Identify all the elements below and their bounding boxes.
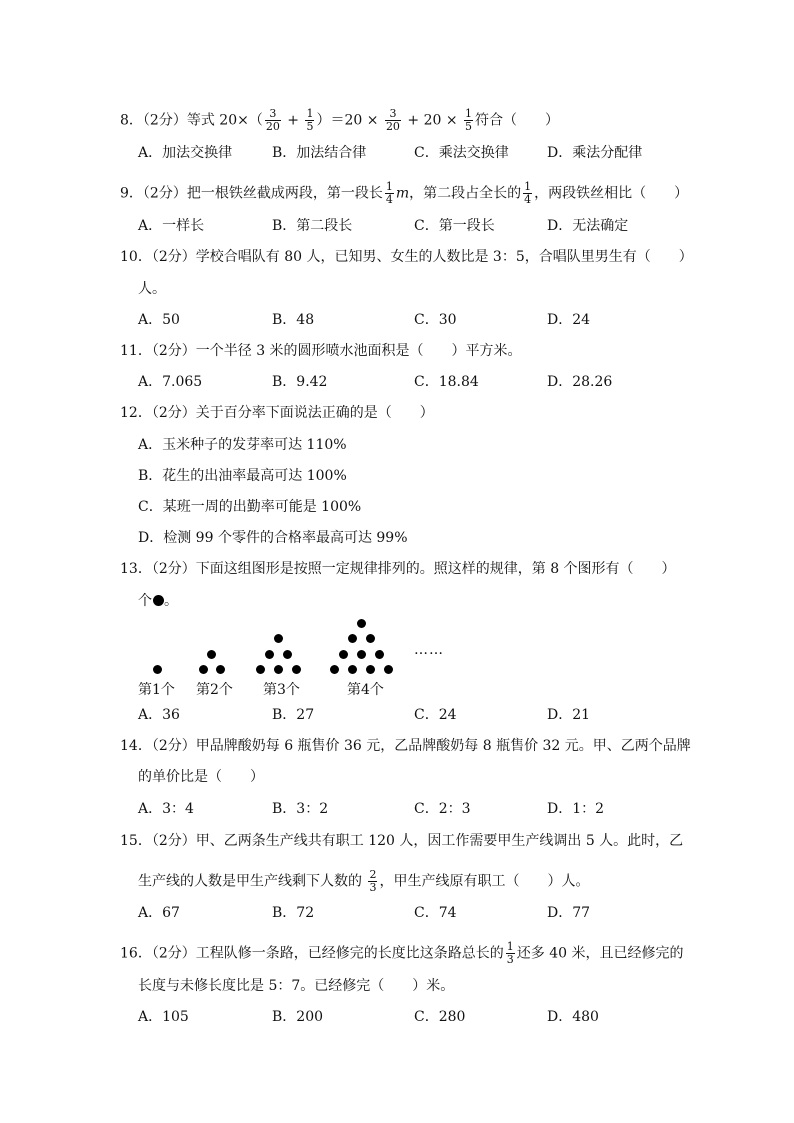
option-c[interactable]: C．280 [414,1009,466,1025]
option-a[interactable]: A．67 [138,905,180,921]
stem-text: 一个半径 3 米的圆形喷水池面积是（ ）平方米。 [195,343,522,359]
dot [283,650,292,659]
question-number: 12． [120,405,152,421]
fraction [385,108,401,133]
stem-text: 甲品牌酸奶每 6 瓶售价 36 元，乙品牌酸奶每 8 瓶售价 32 元。甲、乙两个品牌 [195,738,691,754]
option-d[interactable]: D．检测 99 个零件的合格率最高可达 99% [138,530,408,546]
stem-text: 个 [138,593,152,609]
option-b[interactable]: B．第二段长 [272,218,353,234]
fraction-numerator: 3 [389,107,397,120]
dot [207,650,216,659]
question-11-stem [120,342,522,360]
fraction [385,181,394,206]
dot [292,665,301,674]
option-c[interactable]: C．30 [414,312,457,328]
option-c[interactable]: C．某班一周的出勤率可能是 100% [138,499,362,515]
fraction-denominator: 20 [265,120,280,133]
unit-text: m [395,185,410,202]
figure-label: 第3个 [263,682,300,698]
question-number: 16． [120,945,152,962]
question-10-stem-line2: 人。 [138,281,166,297]
option-b[interactable]: B．72 [272,905,315,921]
question-number: 9． [120,185,143,202]
option-a[interactable]: A．7.065 [138,374,203,390]
option-d[interactable]: D．无法确定 [547,218,629,234]
option-c[interactable]: C．74 [414,905,457,921]
option-d[interactable]: D．28.26 [547,374,613,390]
question-score: （2分） [151,249,196,265]
fraction-numerator: 1 [506,940,514,953]
stem-text: 关于百分率下面说法正确的是（ ） [195,405,434,421]
fraction-denominator: 20 [385,120,400,133]
option-b[interactable]: B．花生的出油率最高可达 100% [138,468,347,484]
fraction-denominator: 3 [369,881,377,894]
option-b[interactable]: B．48 [272,312,315,328]
question-15-stem [120,832,683,850]
dot [375,650,384,659]
dot [274,634,283,643]
fraction-denominator: 3 [506,953,514,966]
stem-text: ，第二段占全长的 [409,185,522,202]
fraction-numerator: 1 [306,107,314,120]
option-a[interactable]: A．50 [138,312,180,328]
dot [330,665,339,674]
figure-label: 第4个 [347,682,384,698]
fraction [464,108,473,133]
option-a[interactable]: A．一样长 [138,218,205,234]
question-number: 15． [120,833,152,849]
fraction-denominator: 4 [524,193,532,206]
dot [274,665,283,674]
dot [348,665,357,674]
dot [153,665,162,674]
question-score: （2分） [151,561,196,577]
option-a[interactable]: A．36 [138,707,180,723]
stem-text: 等式 20×（ [186,112,263,129]
question-8-stem [120,108,559,133]
stem-text: 学校合唱队有 80 人，已知男、女生的人数比是 3：5，合唱队里男生有（ ） [195,249,693,265]
option-d[interactable]: D．24 [547,312,591,328]
question-score: （2分） [151,945,196,962]
stem-text: ）＝20 × [316,112,383,129]
question-score: （2分） [151,405,196,421]
fraction [305,108,314,133]
fraction [265,108,281,133]
question-number: 14． [120,738,152,754]
option-d[interactable]: D．21 [547,707,591,723]
question-12-stem [120,404,434,422]
question-14-stem-line2: 的单价比是（ ） [138,769,264,785]
option-c[interactable]: C．乘法交换律 [414,145,509,161]
question-number: 11． [120,343,152,359]
question-13-stem-line2 [138,592,178,610]
dot [384,665,393,674]
question-9-stem [120,181,688,206]
option-a[interactable]: A．3：4 [138,801,194,817]
fraction-denominator: 5 [465,120,473,133]
fraction-numerator: 1 [465,107,473,120]
option-c[interactable]: C．24 [414,707,457,723]
option-b[interactable]: B．3：2 [272,801,329,817]
question-10-stem [120,248,693,266]
option-b[interactable]: B．加法结合律 [272,145,367,161]
option-d[interactable]: D．480 [547,1009,599,1025]
option-b[interactable]: B．9.42 [272,374,328,390]
question-16-stem [120,941,683,966]
fraction [523,181,532,206]
stem-text: 甲、乙两条生产线共有职工 120 人，因工作需要甲生产线调出 5 人。此时，乙 [195,833,684,849]
fraction-denominator: 5 [306,120,314,133]
dot [357,650,366,659]
question-13-stem [120,560,676,578]
question-score: （2分） [151,343,196,359]
option-c[interactable]: C．2：3 [414,801,471,817]
dot [357,619,366,628]
stem-text: 下面这组图形是按照一定规律排列的。照这样的规律，第 8 个图形有（ ） [195,561,676,577]
dot [265,650,274,659]
figure-label: 第2个 [196,682,233,698]
stem-text: ，甲生产线原有职工（ ）人。 [379,873,590,890]
stem-text: + 20 × [402,112,463,129]
dot-icon [153,595,164,606]
question-14-stem [120,737,691,755]
question-score: （2分） [151,833,196,849]
question-15-stem-line2 [138,869,589,894]
option-d[interactable]: D．77 [547,905,591,921]
question-score: （2分） [151,738,196,754]
stem-text: 工程队修一条路，已经修完的长度比这条路总长的 [195,945,504,962]
fraction-numerator: 2 [369,868,377,881]
dot [366,665,375,674]
question-16-stem-line2: 长度与未修长度比是 5：7。已经修完（ ）米。 [138,978,455,994]
option-b[interactable]: B．200 [272,1009,324,1025]
figure-label: 第1个 [138,682,175,698]
option-d[interactable]: D．乘法分配律 [547,145,643,161]
question-number: 13． [120,561,152,577]
dot [339,650,348,659]
question-number: 8． [120,112,143,129]
stem-text: 还多 40 米，且已经修完的 [516,945,684,962]
option-c[interactable]: C．第一段长 [414,218,495,234]
stem-text: 生产线的人数是甲生产线剩下人数的 [138,873,367,890]
option-b[interactable]: B．27 [272,707,315,723]
stem-text: ，两段铁丝相比（ ） [534,185,689,202]
fraction [506,941,515,966]
option-a[interactable]: A．玉米种子的发芽率可达 110% [138,437,347,453]
option-a[interactable]: A．105 [138,1009,189,1025]
dot [348,634,357,643]
dot [366,634,375,643]
question-number: 10． [120,249,152,265]
ellipsis: …… [414,642,444,658]
option-d[interactable]: D．1：2 [547,801,605,817]
dot [256,665,265,674]
stem-text: 符合（ ） [475,112,560,129]
dot [199,665,208,674]
question-score: （2分） [142,112,187,129]
question-score: （2分） [142,185,187,202]
stem-text: 把一根铁丝截成两段，第一段长 [186,185,383,202]
option-a[interactable]: A．加法交换律 [138,145,233,161]
stem-text: 。 [164,593,178,609]
fraction-denominator: 4 [385,193,393,206]
dot [216,665,225,674]
fraction-numerator: 3 [269,107,277,120]
option-c[interactable]: C．18.84 [414,374,479,390]
fraction-numerator: 1 [524,180,532,193]
fraction [368,869,377,894]
fraction-numerator: 1 [385,180,393,193]
stem-text: + [282,112,304,129]
